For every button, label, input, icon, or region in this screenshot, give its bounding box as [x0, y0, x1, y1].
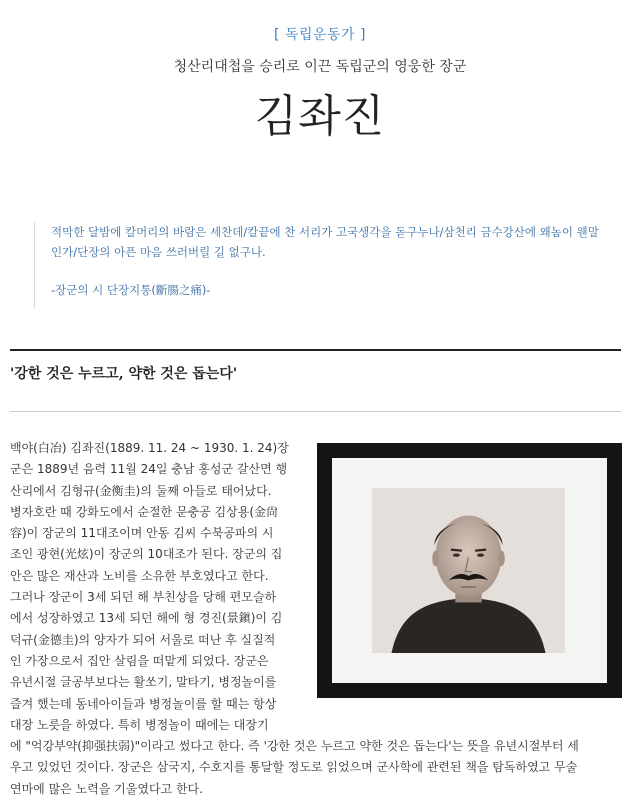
section-heading: '강한 것은 누르고, 약한 것은 돕는다' [10, 366, 238, 382]
body-line: 백야(白冶) 김좌진(1889. 11. 24 ~ 1930. 1. 24)장 [10, 441, 289, 455]
page-subtitle: 청산리대첩을 승리로 이끈 독립군의 영웅한 장군 [173, 59, 467, 75]
body-line: 容)이 장군의 11대조이며 안동 김씨 수북공파의 시 [10, 526, 274, 541]
portrait-icon [372, 488, 565, 653]
body-line: 병자호란 때 강화도에서 순절한 문충공 김상용(金尙 [10, 504, 279, 519]
body-line: 안은 많은 재산과 노비를 소유한 부호였다고 한다. [10, 568, 269, 583]
section-divider [10, 349, 621, 351]
body-line: 에 "억강부약(抑强扶弱)"이라고 썼다고 한다. 즉 '강한 것은 누르고 약한 것은 돕는다'는 뜻을 유년시절부터 세 [10, 739, 579, 753]
poem-line: 적막한 달밤에 칼머리의 바람은 세찬데/칼끝에 찬 서리가 고국생각을 돋구누나/삼천리 금수강산에 왜놈이 웬말 [51, 225, 599, 239]
body-line: 우고 있었던 것이다. 장군은 삼국지, 수호지를 통달할 정도로 읽었으며 군사학에 관련된 책을 탐독하였고 무술 [10, 760, 578, 775]
body-line: 대장 노릇을 하였다. 특히 병정놀이 때에는 대장기 [10, 717, 269, 732]
body-line: 인 가장으로서 집안 살림을 떠맡게 되었다. 장군은 [10, 653, 269, 668]
poem-source: -장군의 시 단장지통(斷腸之痛)- [51, 283, 211, 297]
body-line: 덕규(金德圭)의 양자가 되어 서울로 떠난 후 실질적 [10, 632, 276, 647]
body-text-full [10, 736, 622, 800]
category-label: [ 독립운동가 ] [274, 27, 366, 43]
portrait-frame [317, 443, 622, 698]
body-line: 그러나 장군이 3세 되던 해 부친상을 당해 편모슬하 [10, 590, 277, 605]
portrait-photo [372, 488, 565, 653]
portrait-mat [332, 458, 607, 683]
body-line: 산리에서 김형규(金衡圭)의 둘째 아들로 태어났다. [10, 483, 272, 498]
body-line: 군은 1889년 음력 11월 24일 충남 홍성군 갈산면 행 [10, 462, 288, 477]
body-text-left [10, 438, 302, 736]
poem-quote [34, 222, 618, 308]
body-line: 즐겨 했는데 동네아이들과 병정놀이를 할 때는 항상 [10, 696, 277, 711]
body-line: 에서 성장하였고 13세 되던 해에 형 경진(景鎭)이 김 [10, 611, 283, 626]
section-underline [10, 411, 621, 412]
body-line: 유년시절 글공부보다는 활쏘기, 말타기, 병정놀이를 [10, 675, 277, 690]
body-line: 조인 광현(光炫)이 장군의 10대조가 된다. 장군의 집 [10, 547, 283, 562]
body-line: 연마에 많은 노력을 기울였다고 한다. [10, 781, 203, 796]
page-title: 김좌진 [254, 91, 386, 142]
poem-line: 인가/단장의 아픈 마음 쓰러버릴 길 없구나. [51, 245, 266, 259]
